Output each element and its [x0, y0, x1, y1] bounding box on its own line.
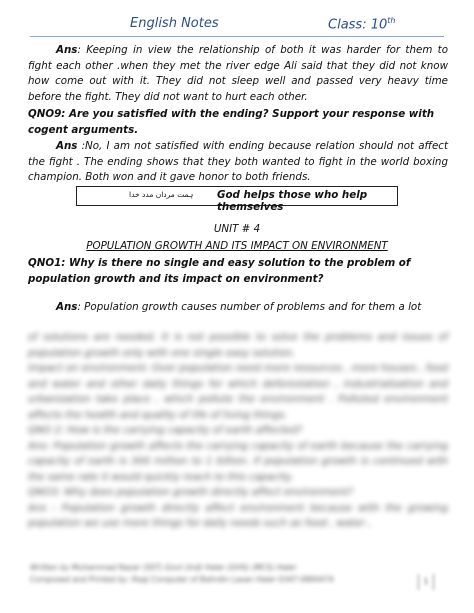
motto-box: [76, 186, 398, 213]
answer-paragraph-8: [28, 43, 448, 105]
footer-line: Composed and Printed by: Raaj Computer of Bahrdin Lasan Haler 0347-0884474: [30, 575, 334, 584]
answer-label: Ans: [56, 44, 78, 56]
answer-label: Ans: [56, 301, 78, 313]
motto-urdu: ہمت مرداں مدد خدا: [129, 190, 194, 199]
blurred-line: Impact on environment: Over population need more resources , more houses , food and water and other daily things for which deforestation , industrialization and urbanization take place , which pollute the environment . Polluted environment affects the health and quality of life of living things.: [28, 363, 448, 421]
answer-paragraph-1: [28, 300, 448, 316]
page-number: 1: [418, 574, 434, 590]
question-1: QNO1: Why is there no single and easy solution to the problem of population growth and its impact on environment?: [28, 257, 411, 285]
page-footer: [30, 562, 420, 586]
unit-title: POPULATION GROWTH AND ITS IMPACT ON ENVIRONMENT: [86, 240, 388, 252]
motto-english: God helps those who help themselves: [217, 189, 368, 213]
header-class-sup: th: [387, 16, 396, 25]
header-title: English Notes: [130, 16, 219, 31]
unit-number: UNIT # 4: [213, 223, 261, 235]
question-9: QNO9: Are you satisfied with the ending? Support your response with cogent arguments.: [28, 108, 435, 136]
blurred-content: [28, 330, 448, 532]
blurred-line: Ans : Population growth directly affect environment because with the growing population we use more things for daily needs such as food , water ,: [28, 502, 448, 529]
header-class-label: Class: 10: [328, 17, 388, 33]
page-header: [30, 16, 444, 37]
blurred-line: of solutions are needed. It is not possible to solve the problems and issues of population growth only with one single easy solution.: [28, 332, 448, 359]
answer-text: : Population growth causes number of problems and for them a lot: [77, 301, 422, 313]
answer-paragraph-9: [28, 139, 448, 186]
footer-line: Written by Muhammad Nazar (SST) Govt (lnd) Haler (GHS) (MCS) Haler: [30, 563, 297, 572]
blurred-line: Ans: Population growth affects the carrying capacity of earth because the carrying capacity of earth is 300 million to 1 billion. If population growth is continued with the same rate it would quickly reach to this capacity.: [28, 440, 448, 483]
blurred-line: QNO 2: How is the carrying capacity of earth affected?: [28, 425, 303, 436]
answer-text: :No, I am not satisfied with ending because relation should not affect the fight . The ending shows that they both wanted to fight in the world boxing champion. Both won and it gave honor to both friends.: [28, 140, 448, 183]
answer-label: Ans: [56, 140, 78, 152]
answer-text: : Keeping in view the relationship of both it was harder for them to fight each other .when they met the river edge Ali said that they did not know how come out with it. They did not sleep well and passed very heavy time before the fight. They did not want to hurt each other.: [28, 44, 448, 103]
blurred-line: QNO3: Why does population growth directly affect environment?: [28, 487, 354, 498]
header-class: [328, 16, 395, 32]
